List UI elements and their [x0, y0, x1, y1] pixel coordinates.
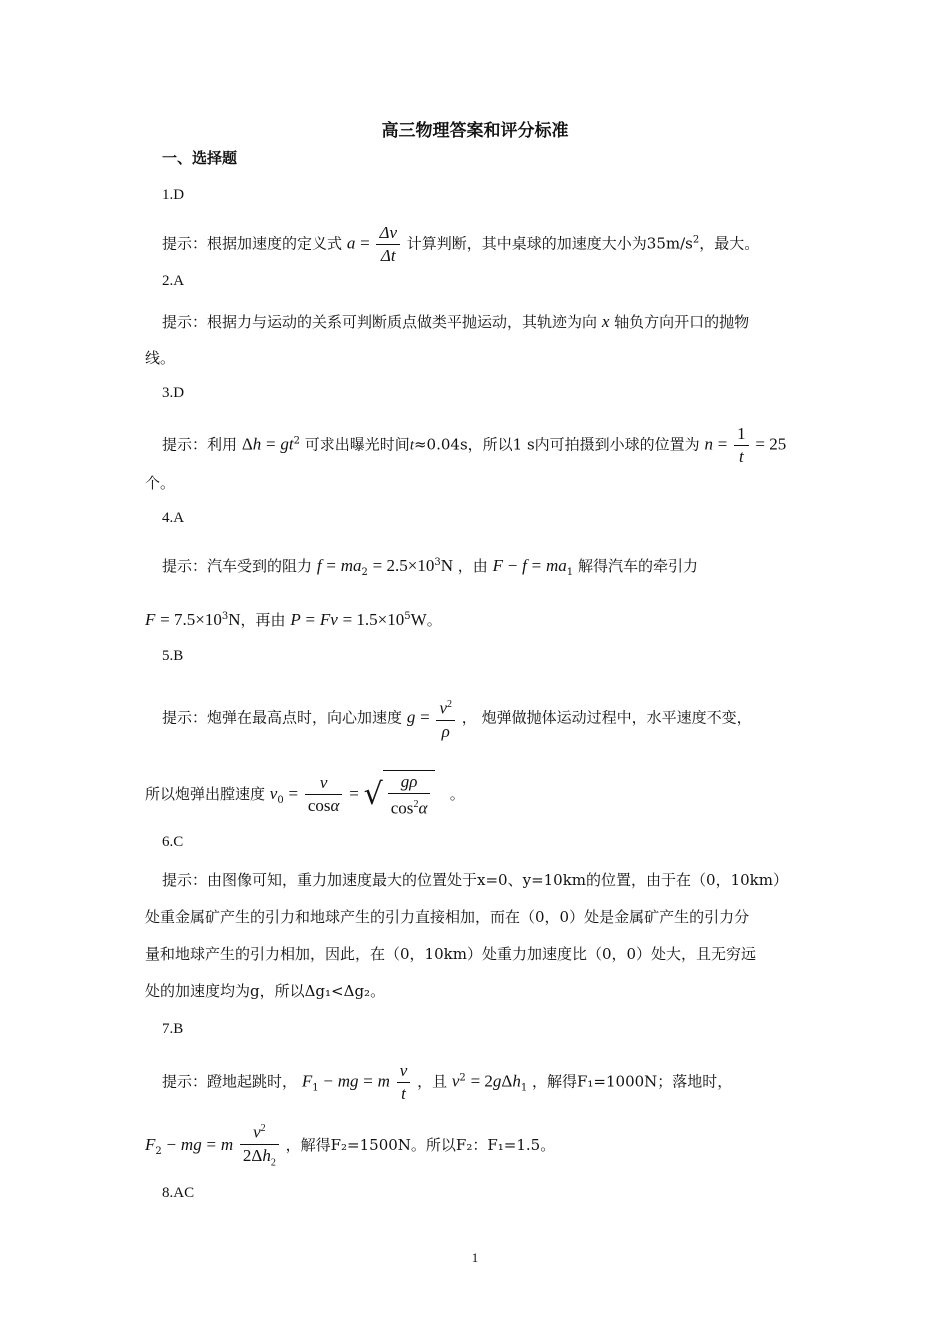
answer-4: 4.A — [162, 510, 185, 526]
answer-1: 1.D — [162, 187, 185, 203]
hint-3-text-a: 利用 — [207, 435, 238, 454]
formula-sqrt-g-rho: $\frac{g\rho}{\cos^2\alpha}$ — [388, 771, 431, 820]
hint-1: 提示：根据加速度的定义式 a = $\frac{\Delta v}{\Delta t}$ 计算判断，其中桌球的加速度大小为$35m/s^2$，最大。 — [162, 223, 760, 265]
hint-3-line-2: 个。 — [145, 474, 176, 492]
answer-2: 2.A — [162, 273, 185, 289]
hint-label: 提示： — [162, 234, 208, 253]
hint-4-line-1: 提示：汽车受到的阻力 $f = ma_2 = 2.5\times 10^3N$ ，由 $F - f = ma_1$ 解得汽车的牵引力 — [162, 556, 698, 578]
hint-label: 提示： — [162, 557, 208, 575]
hint-5-text-c: 所以炮弹出膛速度 — [145, 784, 266, 803]
hint-7-line-1: 提示：蹬地起跳时， $F_1$ − mg = m $\frac{v}{t}$ ，且 $v^2 = 2g\Delta h_1$ ，解得F₁=1000N；落地时， — [162, 1061, 733, 1103]
formula-v2-over-rho: $\frac{v^2}{\rho}$ — [436, 694, 455, 743]
hint-label: 提示： — [162, 435, 208, 454]
hint-5-text-a: 炮弹在最高点时，向心加速度 — [207, 708, 403, 727]
hint-7-text-c: ，解得F₁=1000N；落地时， — [532, 1072, 733, 1091]
formula-dv-dt: $\frac{\Delta v}{\Delta t}$ — [376, 222, 400, 267]
formula-v-over-t: $\frac{v}{t}$ — [397, 1060, 411, 1105]
hint-3-text-b: 可求出曝光时间 — [304, 435, 410, 454]
hint-6-line-1 — [162, 863, 827, 897]
hint-2-text-b: 轴负方向开口的抛物 — [614, 313, 750, 331]
answer-5: 5.B — [162, 648, 184, 664]
hint-4-line-2: $F = 7.5\times 10^3N$，再由 $P = Fv = 1.5\times 10^5W$。 — [145, 610, 442, 629]
hint-6-line-3: 量和地球产生的引力相加，因此，在（0，10km）处重力加速度比（0，0）处大，且无穷远 — [145, 945, 757, 963]
hint-6-line-2: 处重金属矿产生的引力和地球产生的引力直接相加，而在（0，0）处是金属矿产生的引力分 — [145, 908, 750, 926]
hint-2-line-2: 线。 — [145, 349, 176, 367]
section-heading: 一、选择题 — [162, 149, 238, 167]
hint-2-text-a: 根据力与运动的关系可判断质点做类平抛运动，其轨迹为向 — [207, 313, 598, 331]
hint-1-text-a: 根据加速度的定义式 — [207, 234, 343, 253]
hint-3-text-c: ≈0.04s，所以1 s内可拍摄到小球的位置为 — [413, 435, 700, 454]
page-title: 高三物理答案和评分标准 — [381, 121, 569, 141]
hint-6-line-4: 处的加速度均为g，所以Δg₁<Δg₂。 — [145, 982, 386, 1000]
formula-1-over-t: $\frac{1}{t}$ — [734, 423, 749, 468]
answer-7: 7.B — [162, 1021, 184, 1037]
hint-label: 提示： — [162, 1072, 208, 1091]
hint-3-line-1: 提示：利用 $\Delta h = gt^2$ 可求出曝光时间t≈0.04s，所以1 s内可拍摄到小球的位置为 n = $\frac{1}{t}$ = 25 — [162, 424, 787, 466]
answer-6: 6.C — [162, 834, 184, 850]
hint-1-text-c: ，最大。 — [699, 234, 760, 253]
var-t: t — [409, 437, 414, 454]
formula-v-over-cos: $\frac{v}{\cos\alpha}$ — [305, 772, 343, 817]
hint-7-text-b: ，且 — [417, 1072, 448, 1091]
hint-4-text-a: 汽车受到的阻力 — [207, 557, 313, 575]
answer-3: 3.D — [162, 385, 185, 401]
hint-5-text-b: ， 炮弹做抛体运动过程中，水平速度不变， — [461, 708, 752, 727]
hint-label: 提示： — [162, 313, 208, 331]
formula-v2-over-2dh: $\frac{v^2}{2\Delta h_2}$ — [240, 1118, 279, 1174]
hint-4-text-b: ，由 — [457, 557, 488, 575]
hint-6-text-a: 由图像可知，重力加速度最大的位置处于x=0、y=10km的位置，由于在（0，10km） — [207, 871, 788, 889]
hint-5-line-2: 所以炮弹出膛速度 $v_0$ = $\frac{v}{\cos\alpha}$ = √ $\frac{g\rho}{\cos^2\alpha}$ 。 — [145, 772, 465, 818]
var-x: x — [601, 312, 610, 331]
hint-2-line-1 — [162, 305, 827, 339]
hint-7-text-a: 蹬地起跳时， — [207, 1072, 298, 1091]
hint-label: 提示： — [162, 708, 208, 727]
page-number: 1 — [471, 1250, 479, 1265]
answer-8: 8.AC — [162, 1185, 195, 1201]
hint-7-line-2: $F_2$ − mg = m $\frac{v^2}{2\Delta h_2}$ ，解得F₂=1500N。所以F₂：F₁=1.5。 — [145, 1118, 810, 1174]
hint-4-text-d: ，再由 — [240, 611, 286, 629]
hint-7-text-d: ，解得F₂=1500N。所以F₂：F₁=1.5。 — [285, 1136, 556, 1155]
hint-label: 提示： — [162, 871, 208, 889]
hint-4-text-c: 解得汽车的牵引力 — [577, 557, 698, 575]
hint-1-text-b: 计算判断，其中桌球的加速度大小为35m/s — [406, 234, 693, 253]
hint-4-text-e: 。 — [426, 611, 442, 629]
hint-5-text-d: 。 — [449, 784, 465, 803]
hint-5-line-1: 提示：炮弹在最高点时，向心加速度 g = $\frac{v^2}{\rho}$ ， 炮弹做抛体运动过程中，水平速度不变， — [162, 694, 827, 743]
